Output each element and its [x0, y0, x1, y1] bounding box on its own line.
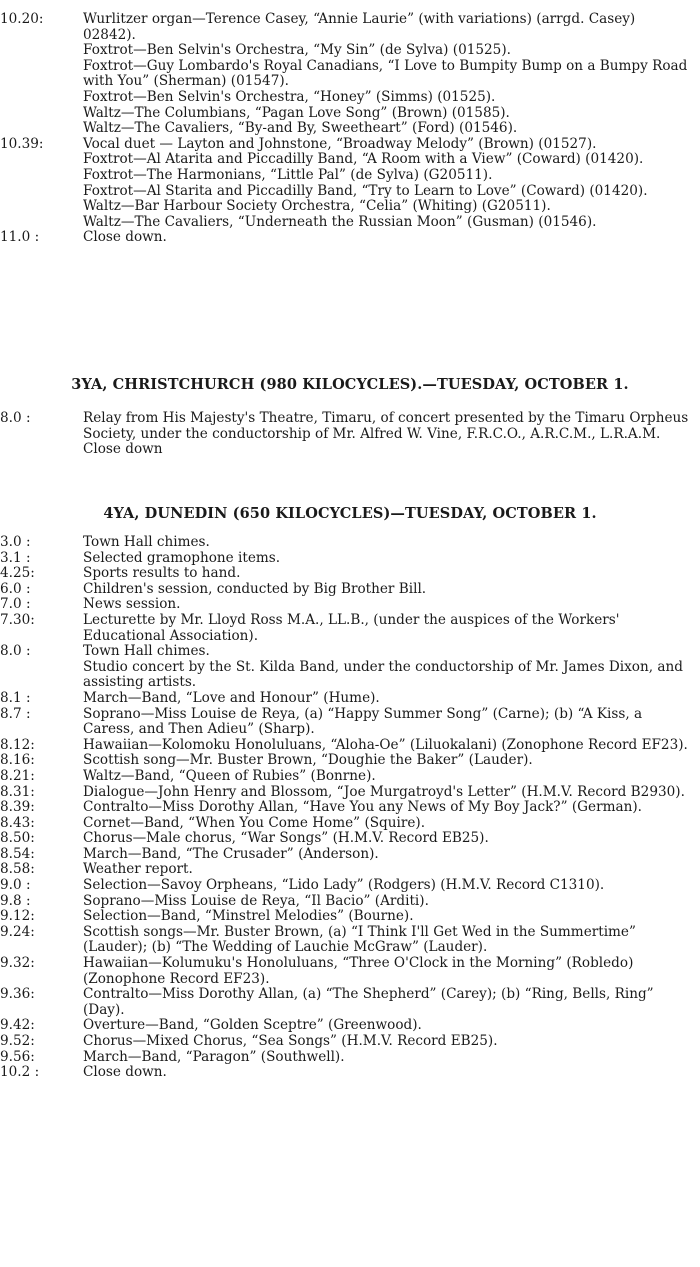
station-heading-4ya: 4YA, DUNEDIN (650 KILOCYCLES)—TUESDAY, OCTOBER 1. — [103, 505, 597, 522]
entry-text: Soprano—Miss Louise de Reya, “Il Bacio” (Arditi). — [83, 892, 429, 909]
entry-text: Studio concert by the St. Kilda Band, under the conductorship of Mr. James Dixon, and assisting artists. — [83, 658, 683, 691]
entry-time: 8.0 : — [0, 410, 35, 426]
programme-entry — [0, 106, 700, 122]
programme-block-3ya — [0, 411, 700, 458]
entry-text: Close down — [83, 441, 163, 458]
programme-entry — [0, 442, 700, 458]
programme-entry — [0, 613, 700, 644]
entry-text: Foxtrot—Ben Selvin's Orchestra, “Honey” (Simms) (01525). — [83, 88, 496, 105]
entry-text: Foxtrot—Al Starita and Piccadilly Band, “Try to Learn to Love” (Coward) (01420). — [83, 182, 648, 199]
entry-text: Relay from His Majesty's Theatre, Timaru, of concert presented by the Timaru Orpheus Society, under the conductorship of Mr. Alfred W. Vine, F.R.C.O., A.R.C.M., L.R.A.M. — [83, 410, 689, 442]
entry-time: 8.21: — [0, 767, 40, 784]
entry-text: Selection—Savoy Orpheans, “Lido Lady” (Rodgers) (H.M.V. Record C1310). — [83, 877, 605, 894]
entry-time: 9.0 : — [0, 877, 35, 894]
entry-time: 8.16: — [0, 752, 40, 769]
entry-text: Hawaiian—Kolomoku Honoluluans, “Aloha-Oe” (Liluokalani) (Zonophone Record EF23). — [83, 736, 688, 753]
entry-time: 7.30: — [0, 611, 40, 628]
entry-text: Selection—Band, “Minstrel Melodies” (Bourne). — [83, 908, 414, 925]
entry-time: 10.2 : — [0, 1064, 44, 1081]
entry-text: Wurlitzer organ—Terence Casey, “Annie Laurie” (with variations) (arrgd. Casey) 02842). — [83, 11, 636, 43]
programme-entry — [0, 230, 700, 246]
entry-time: 8.58: — [0, 861, 40, 878]
entry-text: Foxtrot—Al Atarita and Piccadilly Band, “A Room with a View” (Coward) (01420). — [83, 151, 644, 168]
programme-entry — [0, 831, 700, 847]
entry-time: 3.0 : — [0, 534, 35, 550]
programme-entry — [0, 753, 700, 769]
entry-text: Sports results to hand. — [83, 565, 241, 582]
programme-entry — [0, 894, 700, 910]
entry-time: 9.56: — [0, 1048, 40, 1065]
programme-entry — [0, 582, 700, 598]
entry-text: March—Band, “The Crusader” (Anderson). — [83, 845, 379, 862]
entry-text: Soprano—Miss Louise de Reya, (a) “Happy Summer Song” (Carne); (b) “A Kiss, a Caress, and Then Adieu” (Sharp). — [83, 705, 643, 738]
entry-time: 8.43: — [0, 814, 40, 831]
entry-time: 8.7 : — [0, 705, 35, 722]
entry-time: 8.54: — [0, 845, 40, 862]
programme-entry — [0, 12, 700, 43]
programme-entry — [0, 769, 700, 785]
entry-time: 6.0 : — [0, 580, 35, 597]
entry-text: Town Hall chimes. — [83, 643, 210, 660]
programme-block-continued — [0, 12, 700, 246]
entry-time: 4.25: — [0, 565, 40, 582]
entry-text: Foxtrot—Ben Selvin's Orchestra, “My Sin” (de Sylva) (01525). — [83, 42, 511, 59]
programme-entry — [0, 121, 700, 137]
programme-entry — [0, 597, 700, 613]
entry-time: 10.39: — [0, 135, 48, 152]
entry-text: Waltz—The Cavaliers, “Underneath the Russian Moon” (Gusman) (01546). — [83, 213, 597, 230]
station-heading-3ya: 3YA, CHRISTCHURCH (980 KILOCYCLES).—TUESDAY, OCTOBER 1. — [71, 376, 629, 393]
entry-time: 8.0 : — [0, 643, 35, 660]
programme-entry — [0, 878, 700, 894]
programme-entry — [0, 90, 700, 106]
entry-text: Hawaiian—Kolumuku's Honoluluans, “Three O'Clock in the Morning” (Robledo) (Zonophone Record EF23). — [83, 955, 634, 987]
entry-text: Waltz—The Columbians, “Pagan Love Song” (Brown) (01585). — [83, 104, 510, 121]
programme-entry — [0, 800, 700, 816]
programme-entry — [0, 909, 700, 925]
programme-entry — [0, 738, 700, 754]
entry-time: 8.39: — [0, 799, 40, 816]
programme-entry — [0, 43, 700, 59]
entry-time: 3.1 : — [0, 549, 35, 566]
programme-entry — [0, 1065, 700, 1081]
entry-text: Chorus—Male chorus, “War Songs” (H.M.V. Record EB25). — [83, 830, 489, 847]
programme-entry — [0, 411, 700, 442]
entry-text: Cornet—Band, “When You Come Home” (Squire). — [83, 814, 426, 831]
entry-text: March—Band, “Love and Honour” (Hume). — [83, 689, 380, 706]
entry-text: Selected gramophone items. — [83, 549, 281, 566]
entry-time: 8.12: — [0, 736, 40, 753]
entry-text: March—Band, “Paragon” (Southwell). — [83, 1048, 345, 1065]
entry-time: 9.12: — [0, 908, 40, 925]
entry-text: Waltz—Bar Harbour Society Orchestra, “Celia” (Whiting) (G20511). — [83, 198, 551, 215]
programme-entry — [0, 168, 700, 184]
entry-text: Close down. — [83, 229, 167, 246]
entry-time: 9.8 : — [0, 892, 35, 909]
entry-text: News session. — [83, 596, 181, 613]
programme-entry — [0, 137, 700, 153]
entry-text: Foxtrot—The Harmonians, “Little Pal” (de Sylva) (G20511). — [83, 166, 493, 183]
programme-entry — [0, 785, 700, 801]
programme-block-4ya — [0, 535, 700, 1081]
programme-entry — [0, 816, 700, 832]
programme-entry — [0, 1050, 700, 1066]
programme-entry — [0, 862, 700, 878]
programme-entry — [0, 987, 700, 1018]
programme-entry — [0, 660, 700, 691]
entry-time: 7.0 : — [0, 596, 35, 613]
entry-text: Town Hall chimes. — [83, 534, 210, 550]
programme-entry — [0, 152, 700, 168]
entry-text: Lecturette by Mr. Lloyd Ross M.A., LL.B., (under the auspices of the Workers' Educational Association). — [83, 611, 620, 644]
programme-entry — [0, 707, 700, 738]
entry-text: Foxtrot—Guy Lombardo's Royal Canadians, “I Love to Bumpity Bump on a Bumpy Road with You” (Sherman) (01547). — [83, 57, 688, 90]
entry-text: Waltz—The Cavaliers, “By-and By, Sweetheart” (Ford) (01546). — [83, 120, 518, 137]
entry-time: 8.31: — [0, 783, 40, 800]
entry-text: Overture—Band, “Golden Sceptre” (Greenwood). — [83, 1017, 422, 1034]
programme-entry — [0, 1034, 700, 1050]
entry-text: Waltz—Band, “Queen of Rubies” (Bonrne). — [83, 767, 376, 784]
entry-time: 9.24: — [0, 923, 40, 940]
entry-text: Contralto—Miss Dorothy Allan, (a) “The Shepherd” (Carey); (b) “Ring, Bells, Ring” (Day). — [83, 986, 654, 1018]
programme-entry — [0, 691, 700, 707]
programme-entry — [0, 215, 700, 231]
entry-time: 9.52: — [0, 1033, 40, 1049]
programme-entry — [0, 847, 700, 863]
entry-time: 9.36: — [0, 986, 40, 1003]
entry-text: Dialogue—John Henry and Blossom, “Joe Murgatroyd's Letter” (H.M.V. Record B2930). — [83, 783, 685, 800]
entry-time: 9.42: — [0, 1017, 40, 1034]
entry-text: Chorus—Mixed Chorus, “Sea Songs” (H.M.V. Record EB25). — [83, 1033, 498, 1049]
programme-entry — [0, 59, 700, 90]
entry-time: 8.1 : — [0, 689, 35, 706]
programme-entry — [0, 644, 700, 660]
entry-text: Weather report. — [83, 861, 193, 878]
entry-text: Close down. — [83, 1064, 167, 1081]
programme-entry — [0, 566, 700, 582]
entry-text: Scottish songs—Mr. Buster Brown, (a) “I Think I'll Get Wed in the Summertime” (Lauder); (b) “The Wedding of Lauchie McGraw” (Lauder). — [83, 923, 636, 956]
entry-text: Children's session, conducted by Big Brother Bill. — [83, 580, 427, 597]
programme-entry — [0, 1018, 700, 1034]
entry-text: Contralto—Miss Dorothy Allan, “Have You any News of My Boy Jack?” (German). — [83, 799, 642, 816]
programme-entry — [0, 925, 700, 956]
entry-text: Scottish song—Mr. Buster Brown, “Doughie the Baker” (Lauder). — [83, 752, 533, 769]
programme-entry — [0, 551, 700, 567]
entry-time: 9.32: — [0, 955, 40, 972]
entry-text: Vocal duet — Layton and Johnstone, “Broadway Melody” (Brown) (01527). — [83, 135, 597, 152]
entry-time: 8.50: — [0, 830, 40, 847]
programme-entry — [0, 956, 700, 987]
programme-entry — [0, 199, 700, 215]
entry-time: 10.20: — [0, 11, 48, 27]
programme-entry — [0, 184, 700, 200]
entry-time: 11.0 : — [0, 229, 44, 246]
programme-entry — [0, 535, 700, 551]
